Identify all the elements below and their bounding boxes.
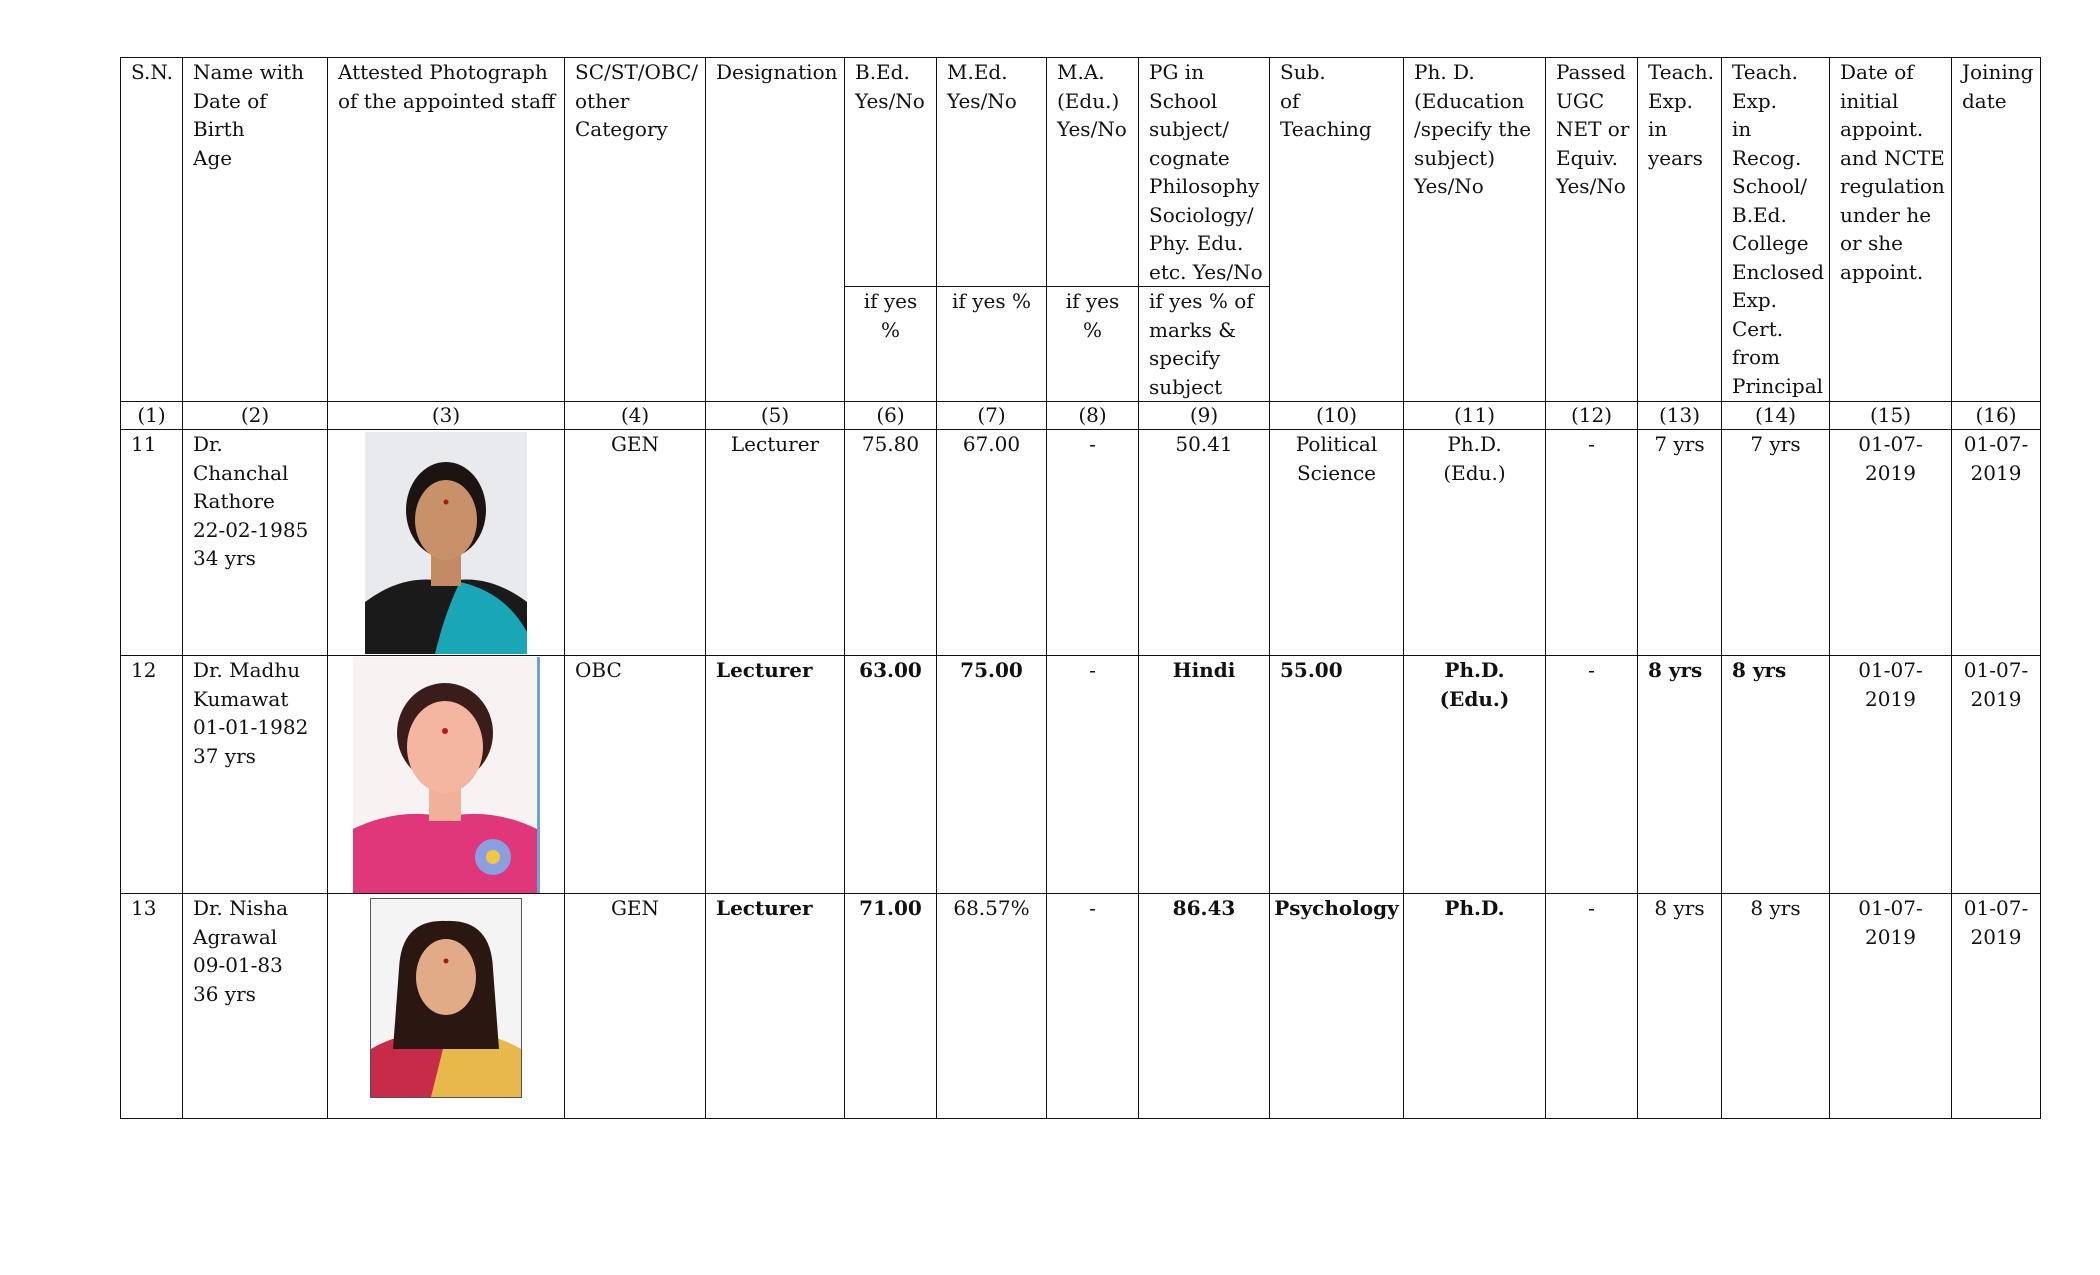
subheader-med: if yes % <box>937 287 1047 402</box>
subheader-bed: if yes % <box>845 287 937 402</box>
cell-name: Dr. Chanchal Rathore 22-02-1985 34 yrs <box>183 430 328 656</box>
cell-name: Dr. Madhu Kumawat 01-01-1982 37 yrs <box>183 656 328 894</box>
cell-category: GEN <box>565 430 706 656</box>
header-date-initial: Date of initial appoint. and NCTE regulation under he or she appoint. <box>1830 58 1952 402</box>
cell-name: Dr. Nisha Agrawal 09-01-83 36 yrs <box>183 894 328 1119</box>
header-ugc: Passed UGC NET or Equiv. Yes/No <box>1546 58 1638 402</box>
column-number: (4) <box>565 402 706 430</box>
column-number: (9) <box>1139 402 1270 430</box>
subheader-pg: if yes % of marks & specify subject <box>1139 287 1270 402</box>
column-number: (8) <box>1047 402 1139 430</box>
column-number: (14) <box>1722 402 1830 430</box>
cell-photo <box>328 656 565 894</box>
portrait-image <box>353 657 537 893</box>
header-med: M.Ed. Yes/No <box>937 58 1047 287</box>
staff-photo <box>353 657 540 893</box>
portrait-image <box>371 899 521 1097</box>
header-ma: M.A. (Edu.) Yes/No <box>1047 58 1139 287</box>
header-sn: S.N. <box>121 58 183 402</box>
column-number: (5) <box>706 402 845 430</box>
portrait-image <box>365 432 527 654</box>
cell-exp: 7 yrs <box>1638 430 1722 656</box>
cell-date-initial: 01-07-2019 <box>1830 430 1952 656</box>
header-name: Name with Date of Birth Age <box>183 58 328 402</box>
cell-ma: - <box>1047 430 1139 656</box>
cell-ugc: - <box>1546 656 1638 894</box>
cell-joining: 01-07- 2019 <box>1952 430 2041 656</box>
header-designation: Designation <box>706 58 845 402</box>
staff-photo <box>370 898 522 1098</box>
cell-designation: Lecturer <box>706 430 845 656</box>
cell-phd: Ph.D. (Edu.) <box>1404 656 1546 894</box>
cell-sub: Political Science <box>1270 430 1404 656</box>
cell-ma: - <box>1047 894 1139 1119</box>
header-sub: Sub. of Teaching <box>1270 58 1404 402</box>
header-photo: Attested Photograph of the appointed staff <box>328 58 565 402</box>
header-bed: B.Ed. Yes/No <box>845 58 937 287</box>
table-row <box>121 656 2041 894</box>
cell-category: GEN <box>565 894 706 1119</box>
cell-ma: - <box>1047 656 1139 894</box>
column-number: (12) <box>1546 402 1638 430</box>
cell-exp: 8 yrs <box>1638 894 1722 1119</box>
cell-sn: 12 <box>121 656 183 894</box>
cell-designation: Lecturer <box>706 656 845 894</box>
header-row <box>121 58 2041 287</box>
column-number: (6) <box>845 402 937 430</box>
cell-exp-recog: 8 yrs <box>1722 656 1830 894</box>
header-exp-recog: Teach. Exp. in Recog. School/ B.Ed. College Enclosed Exp. Cert. from Principal <box>1722 58 1830 402</box>
header-exp: Teach. Exp. in years <box>1638 58 1722 402</box>
column-number: (11) <box>1404 402 1546 430</box>
cell-sub: 55.00 <box>1270 656 1404 894</box>
column-number: (7) <box>937 402 1047 430</box>
header-pg: PG in School subject/ cognate Philosophy Sociology/ Phy. Edu. etc. Yes/No <box>1139 58 1270 287</box>
table-row <box>121 894 2041 1119</box>
column-number: (10) <box>1270 402 1404 430</box>
cell-pg: 50.41 <box>1139 430 1270 656</box>
cell-pg: 86.43 <box>1139 894 1270 1119</box>
column-number: (1) <box>121 402 183 430</box>
header-category: SC/ST/OBC/ other Category <box>565 58 706 402</box>
cell-category: OBC <box>565 656 706 894</box>
cell-bed: 71.00 <box>845 894 937 1119</box>
cell-sn: 11 <box>121 430 183 656</box>
cell-joining: 01-07- 2019 <box>1952 894 2041 1119</box>
cell-date-initial: 01-07-2019 <box>1830 894 1952 1119</box>
cell-sub: Psychology <box>1270 894 1404 1119</box>
cell-date-initial: 01-07-2019 <box>1830 656 1952 894</box>
column-number: (16) <box>1952 402 2041 430</box>
column-number: (2) <box>183 402 328 430</box>
column-number: (15) <box>1830 402 1952 430</box>
cell-joining: 01-07- 2019 <box>1952 656 2041 894</box>
cell-ugc: - <box>1546 430 1638 656</box>
staff-table <box>120 57 2041 1119</box>
subheader-ma: if yes % <box>1047 287 1139 402</box>
cell-med: 67.00 <box>937 430 1047 656</box>
header-joining: Joining date <box>1952 58 2041 402</box>
cell-photo <box>328 894 565 1119</box>
cell-bed: 63.00 <box>845 656 937 894</box>
column-number: (3) <box>328 402 565 430</box>
column-number-row <box>121 402 2041 430</box>
cell-phd: Ph.D. (Edu.) <box>1404 430 1546 656</box>
cell-exp-recog: 7 yrs <box>1722 430 1830 656</box>
cell-sn: 13 <box>121 894 183 1119</box>
cell-designation: Lecturer <box>706 894 845 1119</box>
cell-ugc: - <box>1546 894 1638 1119</box>
cell-exp: 8 yrs <box>1638 656 1722 894</box>
cell-pg: Hindi <box>1139 656 1270 894</box>
cell-photo <box>328 430 565 656</box>
cell-phd: Ph.D. <box>1404 894 1546 1119</box>
column-number: (13) <box>1638 402 1722 430</box>
header-phd: Ph. D. (Education /specify the subject) Yes/No <box>1404 58 1546 402</box>
staff-photo <box>365 432 527 654</box>
cell-exp-recog: 8 yrs <box>1722 894 1830 1119</box>
table-row <box>121 430 2041 656</box>
cell-med: 75.00 <box>937 656 1047 894</box>
cell-med: 68.57% <box>937 894 1047 1119</box>
cell-bed: 75.80 <box>845 430 937 656</box>
